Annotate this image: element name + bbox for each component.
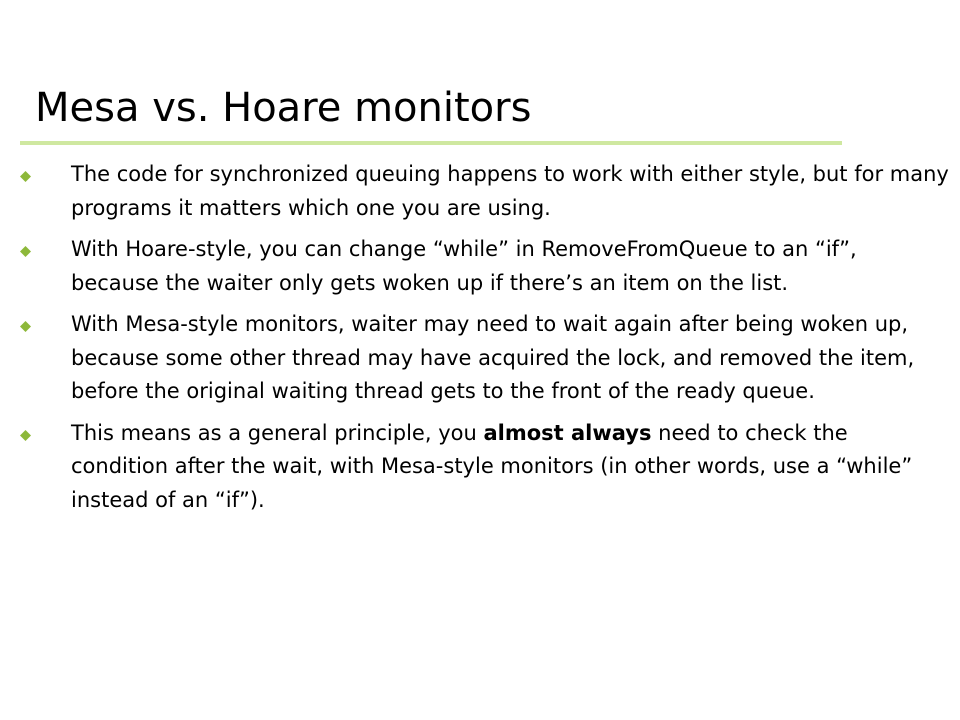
diamond-bullet-icon bbox=[20, 321, 31, 332]
diamond-bullet-icon bbox=[20, 246, 31, 257]
bullet-text-end: need to check the condition after the wait, with Mesa-style monitors (in other words, use a “while” instead of an “if”). bbox=[71, 420, 913, 512]
bullet-list bbox=[0, 158, 960, 525]
bullet-item-1 bbox=[0, 158, 960, 225]
bullet-item-4 bbox=[0, 417, 960, 518]
bullet-text: With Hoare-style, you can change “while” in RemoveFromQueue to an “if”, because the waiter only gets woken up if there’s an item on the list. bbox=[71, 237, 857, 295]
slide-title: Mesa vs. Hoare monitors bbox=[35, 85, 532, 131]
title-underline bbox=[20, 141, 842, 145]
diamond-bullet-icon bbox=[20, 430, 31, 441]
bullet-text-emphasis: almost always bbox=[483, 420, 652, 445]
bullet-text: With Mesa-style monitors, waiter may need to wait again after being woken up, because some other thread may have acquired the lock, and removed the item, before the original waiting thread gets to the front of the ready queue. bbox=[71, 312, 915, 403]
bullet-item-3 bbox=[0, 308, 960, 409]
bullet-item-2 bbox=[0, 233, 960, 300]
bullet-text-start: This means as a general principle, you bbox=[71, 420, 484, 445]
bullet-text: The code for synchronized queuing happens to work with either style, but for many programs it matters which one you are using. bbox=[71, 162, 949, 220]
diamond-bullet-icon bbox=[20, 171, 31, 182]
